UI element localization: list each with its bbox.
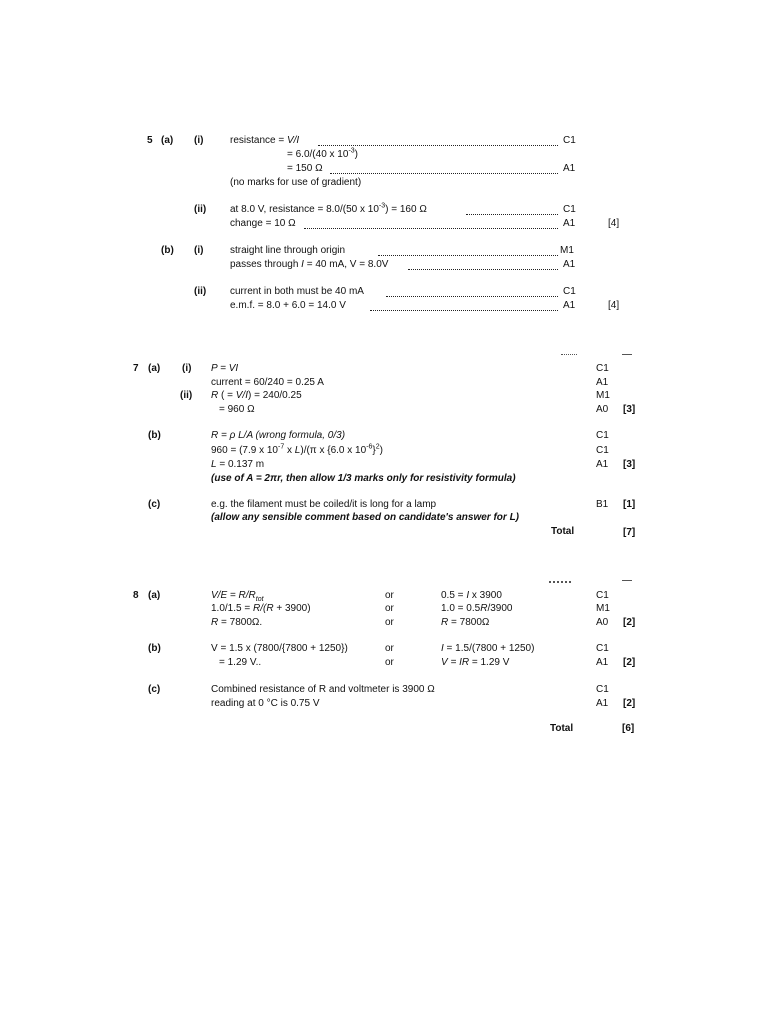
q7-total-label: Total: [551, 526, 575, 537]
q5-b-ii-line1: current in both must be 40 mA: [230, 286, 364, 297]
q8-part-c: (c): [148, 684, 161, 695]
q8-a-right-line3: R = 7800Ω: [441, 617, 490, 628]
q8-a-left-line3: R = 7800Ω.: [211, 617, 263, 628]
q5-a-i-line2: = 6.0/(40 x $10^{-3}$): [287, 147, 359, 160]
q7-a-line3: R ( = V/I) = 240/0.25: [211, 390, 302, 401]
or-label: or: [385, 590, 394, 601]
q7-c-total: [1]: [623, 499, 636, 510]
leader-dots: [466, 214, 558, 215]
leader-dots: [386, 296, 558, 297]
mark-a1: A1: [563, 163, 576, 174]
mark: A1: [596, 377, 609, 388]
q8-c-total: [2]: [623, 698, 636, 709]
q5-b-sub-ii: (ii): [194, 286, 207, 297]
q5-b-i-line1: straight line through origin: [230, 245, 346, 256]
q5-a-i-note: (no marks for use of gradient): [230, 177, 362, 188]
q5-a-i-line1: resistance = V/I: [230, 135, 300, 146]
q7-b-line3: L = 0.137 m: [211, 459, 265, 470]
or-label: or: [385, 617, 394, 628]
mark: C1: [596, 684, 609, 695]
q7-c-line2: (allow any sensible comment based on candidate's answer for L): [211, 512, 520, 523]
q5-part-b: (b): [161, 245, 174, 256]
q5-a-ii-line1: at 8.0 V, resistance = 8.0/(50 x $10^{-3}) = 160$ Ω: [230, 202, 427, 215]
q8-c-line1: Combined resistance of R and voltmeter is 3900 Ω: [211, 684, 435, 695]
q7-b-total: [3]: [623, 459, 636, 470]
leader-dots: [318, 145, 558, 146]
mark-c1: C1: [563, 135, 576, 146]
or-label: or: [385, 603, 394, 614]
q7-a-sub-i: (i): [182, 363, 192, 374]
q8-b-right-line2: V = IR = 1.29 V: [441, 657, 510, 668]
q7-b-line1: R = ρ L/A (wrong formula, 0/3): [211, 430, 346, 441]
q5-a-ii-line2: change = 10 Ω: [230, 218, 296, 229]
q7-b-line4: (use of A = 2πr, then allow 1/3 marks only for resistivity formula): [211, 473, 516, 484]
mark-c1: C1: [563, 204, 576, 215]
q8-part-b: (b): [148, 643, 161, 654]
scan-artifact: [549, 581, 571, 586]
q8-a-total: [2]: [623, 617, 636, 628]
q8-b-right-line1: I = 1.5/(7800 + 1250): [441, 643, 535, 654]
mark: C1: [596, 363, 609, 374]
q5-a-total: [4]: [608, 218, 620, 229]
q8-c-line2: reading at 0 °C is 0.75 V: [211, 698, 320, 709]
q7-part-b: (b): [148, 430, 161, 441]
q8-total: [6]: [622, 723, 635, 734]
q8-a-right-line2: 1.0 = 0.5R/3900: [441, 603, 513, 614]
q8-number: 8: [133, 590, 139, 601]
q7-a-total: [3]: [623, 404, 636, 415]
q8-a-right-line1: 0.5 = I x 3900: [441, 590, 502, 601]
q5-b-ii-line2: e.m.f. = 8.0 + 6.0 = 14.0 V: [230, 300, 346, 311]
mark: A0: [596, 404, 609, 415]
or-label: or: [385, 643, 394, 654]
q7-c-line1: e.g. the filament must be coiled/it is long for a lamp: [211, 499, 437, 510]
mark-a1: A1: [563, 259, 576, 270]
q7-a-sub-ii: (ii): [180, 390, 193, 401]
q7-b-line2: 960 = (7.9 x $10^{-7}$ x L)/(π x {6.0 x $10^{-6}\}^2$): [211, 443, 384, 456]
q7-a-line2: current = 60/240 = 0.25 A: [211, 377, 324, 388]
mark: A1: [596, 459, 609, 470]
mark-m1: M1: [560, 245, 574, 256]
q8-a-left-line2: 1.0/1.5 = R/(R + 3900): [211, 603, 311, 614]
q5-a-sub-ii: (ii): [194, 204, 207, 215]
q8-b-left-line2: = 1.29 V..: [219, 657, 262, 668]
q7-total: [7]: [623, 527, 636, 538]
scan-artifact: [622, 580, 632, 584]
mark: A1: [596, 657, 609, 668]
q5-b-i-line2: passes through I = 40 mA, V = 8.0V: [230, 259, 389, 270]
q8-total-label: Total: [550, 723, 574, 734]
leader-dots: [330, 173, 558, 174]
q7-part-a: (a): [148, 363, 161, 374]
leader-dots: [370, 310, 558, 311]
q7-a-line1: P = VI: [211, 363, 239, 374]
mark: C1: [596, 430, 609, 441]
q8-part-a: (a): [148, 590, 161, 601]
mark: B1: [596, 499, 609, 510]
mark: C1: [596, 590, 609, 601]
leader-dots: [408, 269, 558, 270]
q7-a-line4: = 960 Ω: [219, 404, 255, 415]
scan-artifact: [622, 354, 632, 358]
mark: A0: [596, 617, 609, 628]
q8-b-left-line1: V = 1.5 x (7800/{7800 + 1250}): [211, 643, 348, 654]
q5-number: 5: [147, 135, 153, 146]
mark: C1: [596, 643, 609, 654]
or-label: or: [385, 657, 394, 668]
q5-part-a: (a): [161, 135, 174, 146]
mark: M1: [596, 390, 610, 401]
q5-a-i-line3: = 150 Ω: [287, 163, 323, 174]
mark: A1: [596, 698, 609, 709]
q8-b-total: [2]: [623, 657, 636, 668]
q7-number: 7: [133, 363, 139, 374]
mark-c1: C1: [563, 286, 576, 297]
mark: C1: [596, 445, 609, 456]
scan-artifact: [561, 354, 577, 358]
mark: M1: [596, 603, 610, 614]
leader-dots: [378, 255, 558, 256]
q8-a-left-line1: $V/E = R/R_{tot}$: [211, 590, 264, 603]
leader-dots: [304, 228, 558, 229]
q5-b-sub-i: (i): [194, 245, 204, 256]
mark-a1: A1: [563, 300, 576, 311]
q5-b-total: [4]: [608, 300, 620, 311]
mark-a1: A1: [563, 218, 576, 229]
q7-part-c: (c): [148, 499, 161, 510]
q5-a-sub-i: (i): [194, 135, 204, 146]
